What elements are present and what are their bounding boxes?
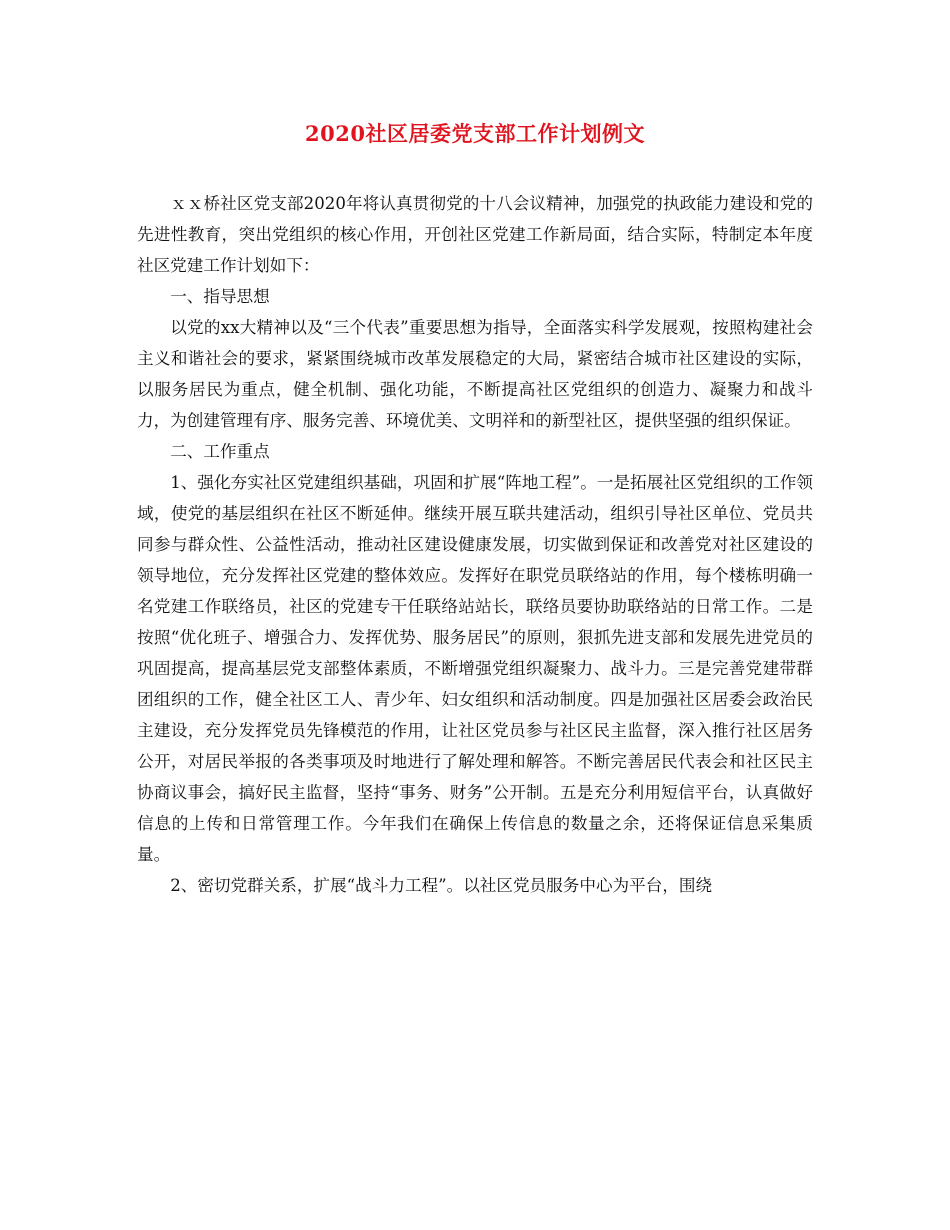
document-title: 2020社区居委党支部工作计划例文 bbox=[305, 121, 645, 146]
document-body bbox=[137, 188, 813, 901]
section-heading-work-focus: 二、工作重点 bbox=[170, 442, 270, 461]
section-heading-guiding-thought: 一、指导思想 bbox=[170, 287, 270, 306]
work-item-1-paragraph: 1、强化夯实社区党建组织基础，巩固和扩展“阵地工程”。一是拓展社区党组织的工作领域，使党的基层组织在社区不断延伸。继续开展互联共建活动，组织引导社区单位、党员共同参与群众性、公益性活动，推动社区建设健康发展，切实做到保证和改善党对社区建设的领导地位，充分发挥社区党建的整体效应。发挥好在职党员联络站的作用，每个楼栋明确一名党建工作联络员，社区的党建专干任联络站站长，联络员要协助联络站的日常工作。二是按照“优化班子、增强合力、发挥优势、服务居民”的原则，狠抓先进支部和发展先进党员的巩固提高，提高基层党支部整体素质，不断增强党组织凝聚力、战斗力。三是完善党建带群团组织的工作，健全社区工人、青少年、妇女组织和活动制度。四是加强社区居委会政治民主建设，充分发挥党员先锋模范的作用，让社区党员参与社区民主监督，深入推行社区居务公开，对居民举报的各类事项及时地进行了解处理和解答。不断完善居民代表会和社区民主协商议事会，搞好民主监督，坚持“事务、财务”公开制。五是充分利用短信平台，认真做好信息的上传和日常管理工作。今年我们在确保上传信息的数量之余，还将保证信息采集质量。 bbox=[137, 473, 813, 864]
work-item-2-paragraph: 2、密切党群关系，扩展“战斗力工程”。以社区党员服务中心为平台，围绕 bbox=[170, 876, 713, 895]
intro-paragraph: ｘｘ桥社区党支部2020年将认真贯彻党的十八会议精神，加强党的执政能力建设和党的先进性教育，突出党组织的核心作用，开创社区党建工作新局面，结合实际，特制定本年度社区党建工作计划如下： bbox=[137, 194, 813, 275]
guiding-thought-paragraph: 以党的xx大精神以及“三个代表”重要思想为指导，全面落实科学发展观，按照构建社会主义和谐社会的要求，紧紧围绕城市改革发展稳定的大局，紧密结合城市社区建设的实际，以服务居民为重点，健全机制、强化功能，不断提高社区党组织的创造力、凝聚力和战斗力，为创建管理有序、服务完善、环境优美、文明祥和的新型社区，提供坚强的组织保证。 bbox=[137, 318, 813, 430]
